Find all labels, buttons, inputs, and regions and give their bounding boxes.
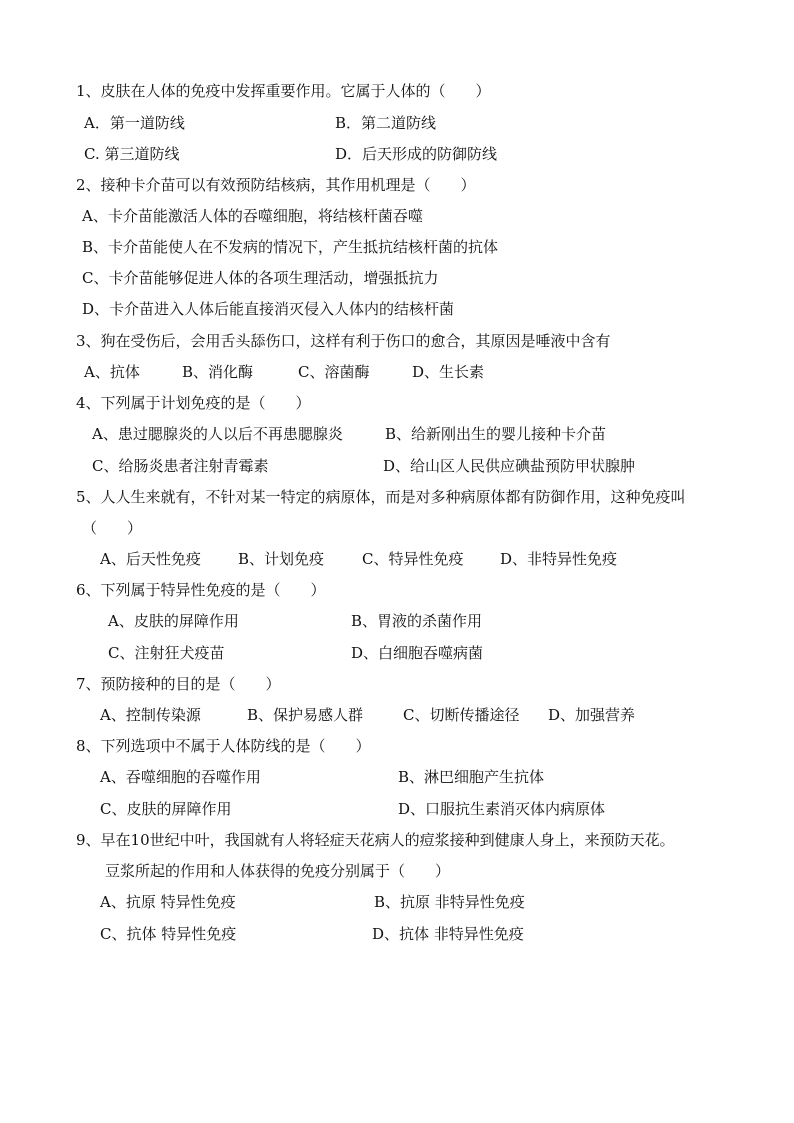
question-5-option-b: B、计划免疫: [238, 550, 325, 568]
question-9-option-b: B、抗原 非特异性免疫: [374, 893, 525, 911]
question-9-stem: 9、早在10世纪中叶，我国就有人将轻症天花病人的痘浆接种到健康人身上，来预防天花。: [76, 831, 675, 849]
question-4-option-c: C、给肠炎患者注射青霉素: [92, 457, 269, 475]
question-2-stem: 2、接种卡介苗可以有效预防结核病，其作用机理是（ ）: [76, 176, 476, 194]
question-1-option-a: A．第一道防线: [84, 114, 185, 132]
question-6-option-d: D、白细胞吞噬病菌: [351, 644, 484, 662]
question-1-option-b: B．第二道防线: [335, 114, 437, 132]
question-9-option-d: D、抗体 非特异性免疫: [372, 925, 524, 943]
question-8-stem: 8、下列选项中不属于人体防线的是（ ）: [76, 737, 371, 755]
question-6-option-c: C、注射狂犬疫苗: [108, 644, 225, 662]
question-5-stem: 5、人人生来就有，不针对某一特定的病原体，而是对多种病原体都有防御作用，这种免疫叫: [76, 488, 686, 506]
question-1-stem: 1、皮肤在人体的免疫中发挥重要作用。它属于人体的（ ）: [76, 82, 491, 100]
question-9-stem-continued: 豆浆所起的作用和人体获得的免疫分别属于（ ）: [105, 862, 451, 880]
question-7-option-d: D、加强营养: [548, 706, 636, 724]
question-4-option-a: A、患过腮腺炎的人以后不再患腮腺炎: [92, 425, 343, 443]
question-4-stem: 4、下列属于计划免疫的是（ ）: [76, 394, 311, 412]
question-9-option-a: A、抗原 特异性免疫: [100, 893, 236, 911]
question-2-option-d: D、卡介苗进入人体后能直接消灭侵入人体内的结核杆菌: [82, 300, 455, 318]
question-7-option-b: B、保护易感人群: [247, 706, 364, 724]
question-1-option-c: C. 第三道防线: [84, 145, 180, 163]
question-7-stem: 7、预防接种的目的是（ ）: [76, 675, 281, 693]
question-3-option-a: A、抗体: [84, 363, 140, 381]
question-7-option-a: A、控制传染源: [100, 706, 201, 724]
question-1-option-d: D．后天形成的防御防线: [335, 145, 498, 163]
question-2-option-b: B、卡介苗能使人在不发病的情况下，产生抵抗结核杆菌的抗体: [82, 238, 499, 256]
question-5-option-c: C、特异性免疫: [362, 550, 464, 568]
question-3-option-c: C、溶菌酶: [298, 363, 370, 381]
question-3-stem: 3、狗在受伤后，会用舌头舔伤口，这样有利于伤口的愈合，其原因是唾液中含有: [76, 332, 611, 350]
question-8-option-c: C、皮肤的屏障作用: [100, 800, 232, 818]
question-2-option-a: A、卡介苗能激活人体的吞噬细胞，将结核杆菌吞噬: [82, 207, 423, 225]
question-9-option-c: C、抗体 特异性免疫: [100, 925, 237, 943]
question-3-option-b: B、消化酶: [182, 363, 254, 381]
question-4-option-d: D、给山区人民供应碘盐预防甲状腺肿: [383, 457, 636, 475]
question-5-stem-continued: （ ）: [82, 519, 143, 537]
question-7-option-c: C、切断传播途径: [403, 706, 520, 724]
question-8-option-b: B、淋巴细胞产生抗体: [398, 768, 545, 786]
question-8-option-a: A、吞噬细胞的吞噬作用: [100, 768, 261, 786]
question-4-option-b: B、给新刚出生的婴儿接种卡介苗: [385, 425, 607, 443]
question-6-option-a: A、皮肤的屏障作用: [108, 612, 239, 630]
question-3-option-d: D、生长素: [412, 363, 485, 381]
question-6-option-b: B、胃液的杀菌作用: [351, 612, 483, 630]
question-5-option-a: A、后天性免疫: [100, 550, 201, 568]
question-8-option-d: D、口服抗生素消灭体内病原体: [398, 800, 606, 818]
question-6-stem: 6、下列属于特异性免疫的是（ ）: [76, 581, 326, 599]
question-2-option-c: C、卡介苗能够促进人体的各项生理活动，增强抵抗力: [82, 269, 439, 287]
question-5-option-d: D、非特异性免疫: [500, 550, 618, 568]
